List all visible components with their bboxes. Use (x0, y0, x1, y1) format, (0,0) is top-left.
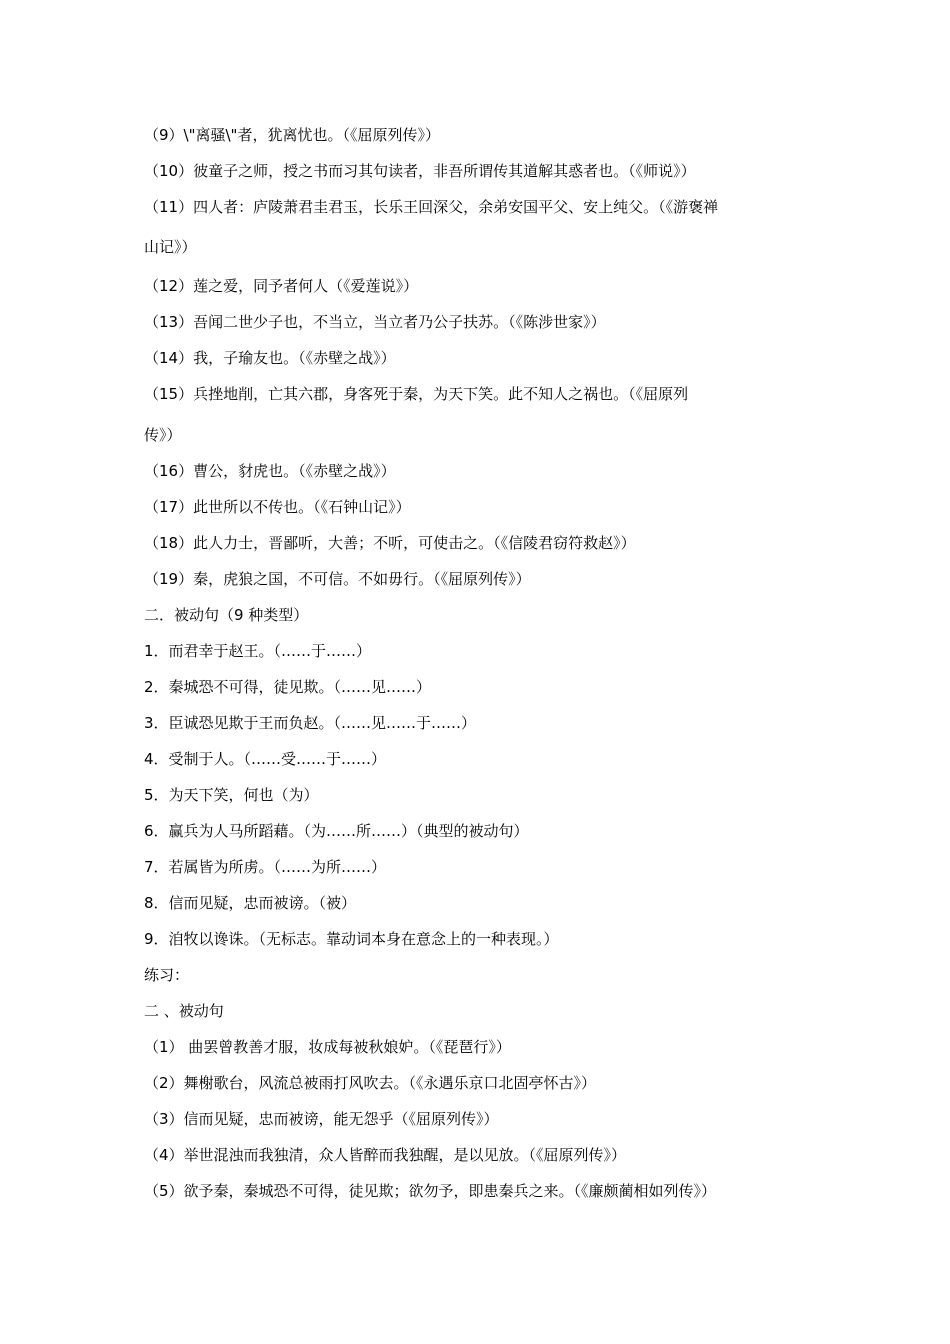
text-line: （2）舞榭歌台，风流总被雨打风吹去。（《永遇乐京口北固亭怀古》） (144, 1074, 597, 1092)
text-line: （3）信而见疑，忠而被谤，能无怨乎（《屈原列传》） (144, 1110, 499, 1128)
section-heading: 练习： (144, 966, 190, 984)
text-line: （9）\"离骚\"者，犹离忧也。（《屈原列传》） (144, 126, 440, 144)
text-line: （10）彼童子之师，授之书而习其句读者，非吾所谓传其道解其惑者也。（《师说》） (144, 162, 696, 180)
text-line: （4）举世混浊而我独清，众人皆醉而我独醒，是以见放。（《屈原列传》） (144, 1146, 627, 1164)
text-line: （12）莲之爱，同予者何人（《爱莲说》） (144, 277, 419, 295)
text-line: （1） 曲罢曾教善才服，妆成每被秋娘妒。（《琵琶行》） (144, 1038, 511, 1056)
text-line: 传》） (144, 426, 182, 444)
text-line: （11）四人者：庐陵萧君圭君玉，长乐王回深父，余弟安国平父、安上纯父。（《游褒禅 (144, 198, 719, 216)
text-line: 9．洎牧以谗诛。（无标志。靠动词本身在意念上的一种表现。） (144, 930, 559, 948)
text-line: （15）兵挫地削，亡其六郡，身客死于秦，为天下笑。此不知人之祸也。（《屈原列 (144, 385, 689, 403)
text-line: 7．若属皆为所虏。（……为所……） (144, 858, 387, 876)
text-line: 山记》） (144, 238, 197, 256)
text-line: （19）秦，虎狼之国，不可信。不如毋行。（《屈原列传》） (144, 570, 531, 588)
text-line: （13）吾闻二世少子也，不当立，当立者乃公子扶苏。（《陈涉世家》） (144, 313, 606, 331)
text-line: 8．信而见疑，忠而被谤。（被） (144, 894, 357, 912)
text-line: （14）我，子瑜友也。（《赤壁之战》） (144, 349, 396, 367)
section-heading: 二 、被动句 (144, 1002, 224, 1020)
text-line: 5．为天下笑，何也（为） (144, 786, 319, 804)
text-line: （5）欲予秦，秦城恐不可得，徒见欺；欲勿予，即患秦兵之来。（《廉颇蔺相如列传》） (144, 1182, 717, 1200)
text-line: 3．臣诚恐见欺于王而负赵。（……见……于……） (144, 714, 477, 732)
section-heading: 二．被动句（9 种类型） (144, 606, 309, 624)
text-line: （18）此人力士，晋鄙听，大善；不听，可使击之。（《信陵君窃符救赵》） (144, 534, 636, 552)
text-line: 6．赢兵为人马所蹈藉。（为……所……）（典型的被动句） (144, 822, 529, 840)
text-line: （16）曹公，豺虎也。（《赤壁之战》） (144, 462, 396, 480)
text-line: 4．受制于人。（……受……于……） (144, 750, 387, 768)
text-line: 1．而君幸于赵王。（……于……） (144, 642, 372, 660)
text-line: （17）此世所以不传也。（《石钟山记》） (144, 498, 411, 516)
text-line: 2．秦城恐不可得，徒见欺。（……见……） (144, 678, 432, 696)
